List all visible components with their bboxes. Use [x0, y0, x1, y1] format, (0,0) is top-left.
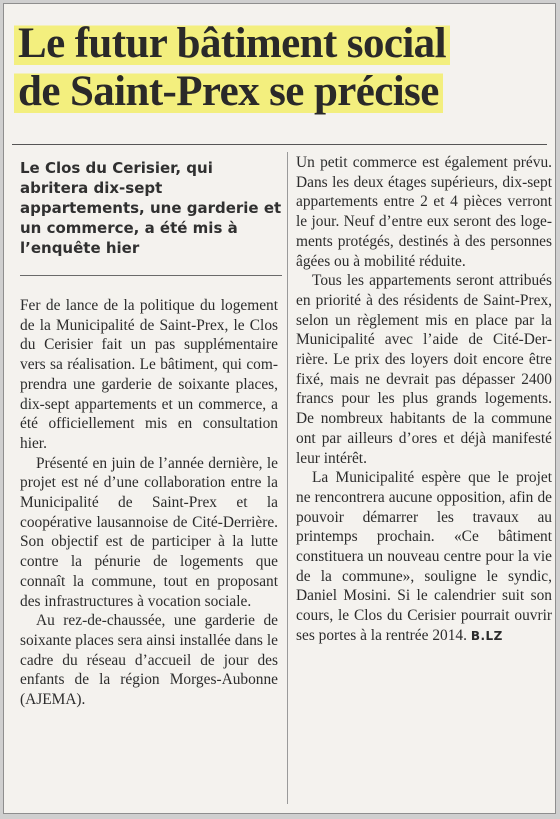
bleed-through-text: [334, 122, 554, 154]
body-paragraph: Un petit commerce est également prévu. Dans les deux étages supérieurs, dix-sept appartements entre 2 et 4 pièces verront le jour. Neuf d’entre eux seront des logements protégés, destinés à des personnes âgées ou à mobilité réduite.: [296, 154, 552, 270]
body-paragraph: Tous les appartements seront attribués en priorité à des résidents de Saint-Prex, selon un règlement mis en place par la Municipalité avec l’aide de Cité-Derrière. Le prix des loyers doit encore être fixé, mais ne devrait pas dépasser 2400 francs pour les plus grands logements. De nombreux habitants de la commune ont par ailleurs d’ores et déjà manifesté leur intérêt.: [296, 272, 552, 467]
left-column: [20, 296, 278, 710]
body-paragraph: Au rez-de-chaussée, une garderie de soixante places sera ainsi installée dans le cadre du réseau d’accueil de jour des enfants de la région Morges-Aubonne (AJEMA).: [20, 612, 278, 709]
body-paragraph-text: La Municipalité espère que le projet ne rencontrera aucune opposition, afin de pouvoir démarrer les travaux au printemps prochain. «Ce bâtiment constituera un nouveau centre pour la vie de la commune», souligne le syndic, Daniel Mosini. Si le calendrier suit son cours, le Clos du Cerisier pourrait ouvrir ses portes à la rentrée 2014.: [296, 469, 552, 644]
headline: [14, 20, 549, 116]
lead-rule: [20, 275, 282, 276]
right-column: [296, 153, 552, 647]
body-paragraph: Présenté en juin de l’année dernière, le projet est né d’une collaboration entre la Municipalité de Saint-Prex et la coopérative lausannoise de Cité-Derrière. Son objectif est de participer à la lutte contre la pénurie de logements que connaît la commune, tout en proposant des infrastructures à vocation sociale.: [20, 454, 278, 610]
body-paragraph: [296, 468, 552, 646]
newspaper-clipping: [3, 3, 556, 814]
headline-line-2: de Saint-Prex se précise: [14, 68, 443, 115]
body-paragraph: Fer de lance de la politique du logement de la Municipalité de Saint-Prex, le Clos du Cerisier fait un pas supplémentaire vers sa réalisation. Le bâtiment, qui comprendra une garderie de soixante places, dix-sept appartements et un commerce, a été officiellement mis en consultation hier.: [20, 297, 278, 452]
lead-paragraph: Le Clos du Cerisier, qui abritera dix-sept appartements, une garderie et un commerce, a été mis à l’enquête hier: [20, 159, 282, 257]
author-signature: B.LZ: [470, 628, 503, 643]
headline-rule: [12, 144, 547, 145]
column-divider: [287, 152, 288, 804]
headline-line-1: Le futur bâtiment social: [14, 20, 450, 67]
